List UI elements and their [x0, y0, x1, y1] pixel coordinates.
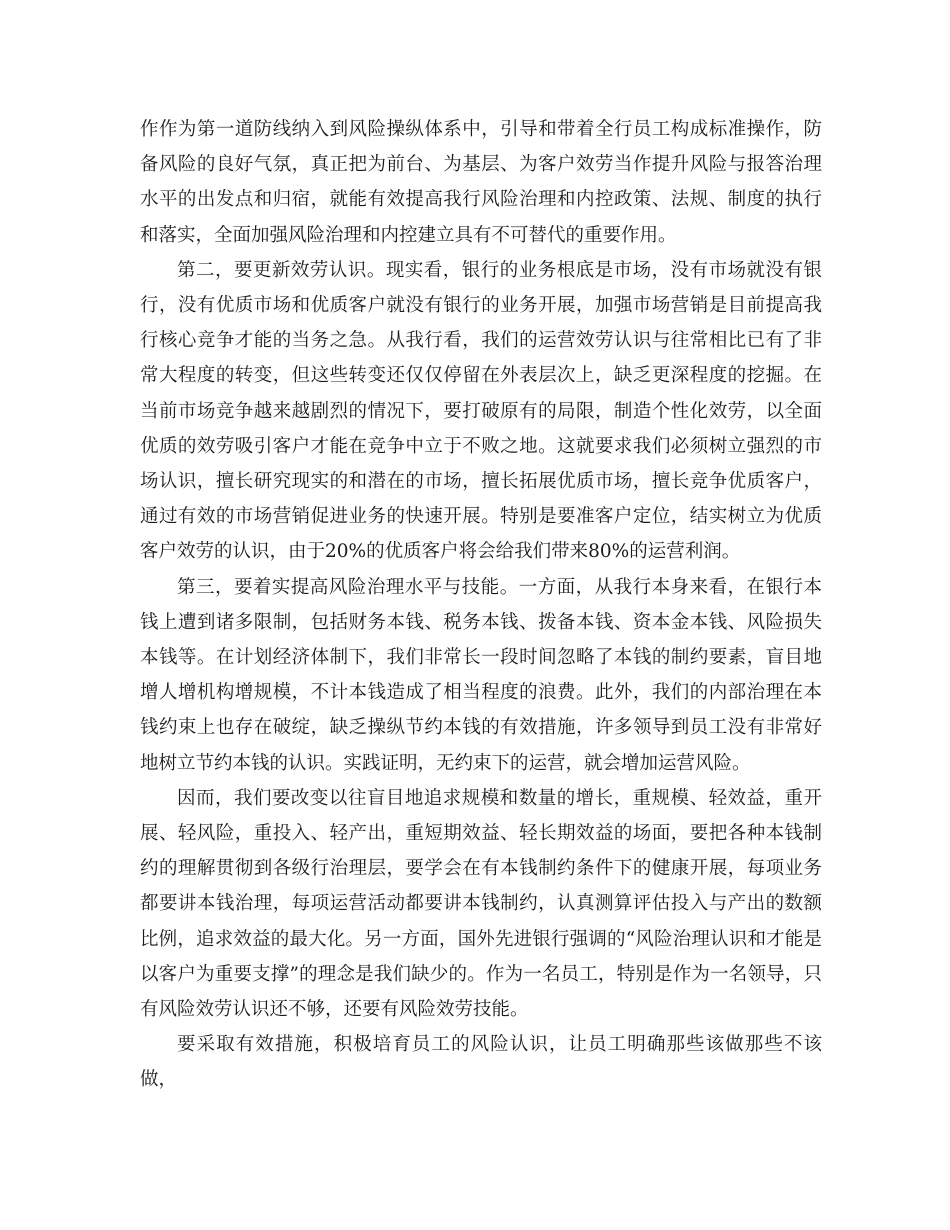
document-body — [140, 112, 822, 1098]
paragraph-5: 要采取有效措施，积极培育员工的风险认识，让员工明确那些该做那些不该做， — [140, 1034, 822, 1091]
paragraph-4: 因而，我们要改变以往盲目地追求规模和数量的增长，重规模、轻效益，重开展、轻风险，重投入、轻产出，重短期效益、轻长期效益的场面，要把各种本钱制约的理解贯彻到各级行治理层，要学会在有本钱制约条件下的健康开展，每项业务都要讲本钱治理，每项运营活动都要讲本钱制约，认真测算评估投入与产出的数额比例，追求效益的最大化。另一方面，国外先进银行强调的“风险治理认识和才能是以客户为重要支撑”的理念是我们缺少的。作为一名员工，特别是作为一名领导，只有风险效劳认识还不够，还要有风险效劳技能。 — [140, 787, 822, 1021]
paragraph-1: 作作为第一道防线纳入到风险操纵体系中，引导和带着全行员工构成标准操作，防备风险的良好气氛，真正把为前台、为基层、为客户效劳当作提升风险与报答治理水平的出发点和归宿，就能有效提高我行风险治理和内控政策、法规、制度的执行和落实，全面加强风险治理和内控建立具有不可替代的重要作用。 — [140, 119, 822, 246]
paragraph-2: 第二，要更新效劳认识。现实看，银行的业务根底是市场，没有市场就没有银行，没有优质市场和优质客户就没有银行的业务开展，加强市场营销是目前提高我行核心竞争才能的当务之急。从我行看，我们的运营效劳认识与往常相比已有了非常大程度的转变，但这些转变还仅仅停留在外表层次上，缺乏更深程度的挖掘。在当前市场竞争越来越剧烈的情况下，要打破原有的局限，制造个性化效劳，以全面优质的效劳吸引客户才能在竞争中立于不败之地。这就要求我们必须树立强烈的市场认识，擅长研究现实的和潜在的市场，擅长拓展优质市场，擅长竞争优质客户，通过有效的市场营销促进业务的快速开展。特别是要准客户定位，结实树立为优质客户效劳的认识，由于20%的优质客户将会给我们带来80%的运营利润。 — [140, 259, 822, 563]
paragraph-3: 第三，要着实提高风险治理水平与技能。一方面，从我行本身来看，在银行本钱上遭到诸多限制，包括财务本钱、税务本钱、拨备本钱、资本金本钱、风险损失本钱等。在计划经济体制下，我们非常长一段时间忽略了本钱的制约要素，盲目地增人增机构增规模，不计本钱造成了相当程度的浪费。此外，我们的内部治理在本钱约束上也存在破绽，缺乏操纵节约本钱的有效措施，许多领导到员工没有非常好地树立节约本钱的认识。实践证明，无约束下的运营，就会增加运营风险。 — [140, 576, 822, 774]
